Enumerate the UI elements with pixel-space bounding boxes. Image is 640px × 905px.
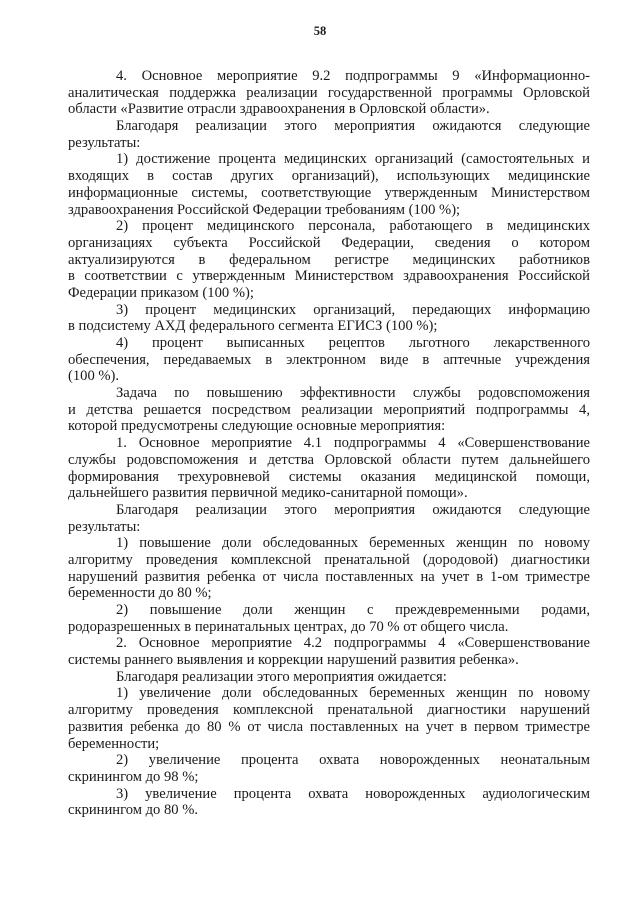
text-line: скринингом до 80 %.	[68, 802, 199, 819]
text-line: Федерации приказом (100 %);	[68, 284, 254, 301]
paragraph	[68, 602, 590, 635]
text-line: входящих в состав других организаций), использующих медицинские	[68, 168, 590, 185]
paragraph	[68, 669, 590, 686]
text-line: организациях субъекта Российской Федерации, сведения о котором	[68, 234, 590, 251]
text-line: беременности;	[68, 735, 160, 752]
paragraph	[68, 685, 590, 752]
paragraph	[68, 752, 590, 785]
text-line: Задача по повышению эффективности службы родовспоможения	[116, 385, 590, 402]
text-line: результаты:	[68, 518, 141, 535]
text-line: Благодаря реализации этого мероприятия ожидается:	[116, 668, 447, 685]
paragraph	[68, 68, 590, 118]
text-line: системы раннего выявления и коррекции нарушений развития ребенка».	[68, 652, 519, 669]
text-line: дальнейшего развития первичной медико-санитарной помощи».	[68, 485, 468, 502]
paragraph	[68, 302, 590, 335]
paragraph	[68, 218, 590, 301]
text-line: службы родовспоможения и детства Орловской области путем дальнейшего	[68, 451, 590, 468]
paragraph	[68, 118, 590, 151]
text-line: (100 %).	[68, 368, 120, 385]
text-line: Благодаря реализации этого мероприятия ожидаются следующие	[116, 501, 590, 518]
text-line: родоразрешенных в перинатальных центрах, до 70 % от общего числа.	[68, 618, 509, 635]
text-line: информационные системы, соответствующие утвержденным Министерством	[68, 184, 590, 201]
text-line: нарушений развития ребенка от числа поставленных на учет в 1-ом триместре	[68, 568, 590, 585]
paragraph	[68, 535, 590, 602]
text-line: 4. Основное мероприятие 9.2 подпрограммы 9 «Информационно-	[116, 68, 590, 84]
text-line: алгоритму проведения комплексной пренатальной диагностики нарушений	[68, 702, 590, 719]
text-line: алгоритму проведения комплексной пренатальной (дородовой) диагностики	[68, 551, 590, 568]
text-line: и детства решается посредством реализации мероприятий подпрограммы 4,	[68, 401, 590, 418]
paragraph	[68, 502, 590, 535]
text-line: 2. Основное мероприятие 4.2 подпрограммы 4 «Совершенствование	[116, 635, 590, 652]
page-number: 58	[313, 24, 327, 38]
text-line: Благодаря реализации этого мероприятия ожидаются следующие	[116, 118, 590, 135]
text-line: 2) процент медицинского персонала, работающего в медицинских	[116, 218, 590, 235]
text-line: 1) достижение процента медицинских организаций (самостоятельных и	[116, 151, 590, 168]
text-line: в подсистему АХД федерального сегмента ЕГИСЗ (100 %);	[68, 318, 438, 335]
text-line: 3) увеличение процента охвата новорожденных аудиологическим	[116, 785, 590, 802]
text-line: аналитическая поддержка реализации государственной программы Орловской	[68, 84, 590, 101]
text-line: здравоохранения Российской Федерации требованиям (100 %);	[68, 201, 461, 218]
text-line: 1) увеличение доли обследованных беременных женщин по новому	[116, 685, 590, 702]
text-line: 2) повышение доли женщин с преждевременными родами,	[116, 602, 590, 618]
paragraph	[68, 435, 590, 502]
text-line: 3) процент медицинских организаций, передающих информацию	[116, 301, 590, 318]
document-body	[68, 68, 590, 819]
paragraph	[68, 151, 590, 218]
paragraph	[68, 385, 590, 435]
text-line: результаты:	[68, 134, 141, 151]
text-line: 1. Основное мероприятие 4.1 подпрограммы 4 «Совершенствование	[116, 435, 590, 452]
paragraph	[68, 786, 590, 819]
text-line: 4) процент выписанных рецептов льготного лекарственного	[116, 335, 590, 351]
text-line: актуализируются в федеральном регистре медицинских работников	[68, 251, 590, 268]
text-line: 1) повышение доли обследованных беременных женщин по новому	[116, 535, 590, 552]
text-line: в соответствии с утвержденным Министерством здравоохранения Российской	[68, 268, 590, 285]
text-line: скринингом до 98 %;	[68, 768, 199, 785]
paragraph	[68, 335, 590, 385]
text-line: области «Развитие отрасли здравоохранения в Орловской области».	[68, 101, 490, 118]
text-line: 2) увеличение процента охвата новорожденных неонатальным	[116, 752, 590, 769]
text-line: обеспечения, передаваемых в электронном виде в аптечные учреждения	[68, 351, 590, 368]
text-line: беременности до 80 %;	[68, 585, 212, 602]
text-line: развития ребенка до 80 % от числа поставленных на учет в первом триместре	[68, 718, 590, 735]
text-line: формирования трехуровневой системы оказания медицинской помощи,	[68, 468, 590, 485]
paragraph	[68, 635, 590, 668]
text-line: которой предусмотрены следующие основные мероприятия:	[68, 418, 446, 435]
